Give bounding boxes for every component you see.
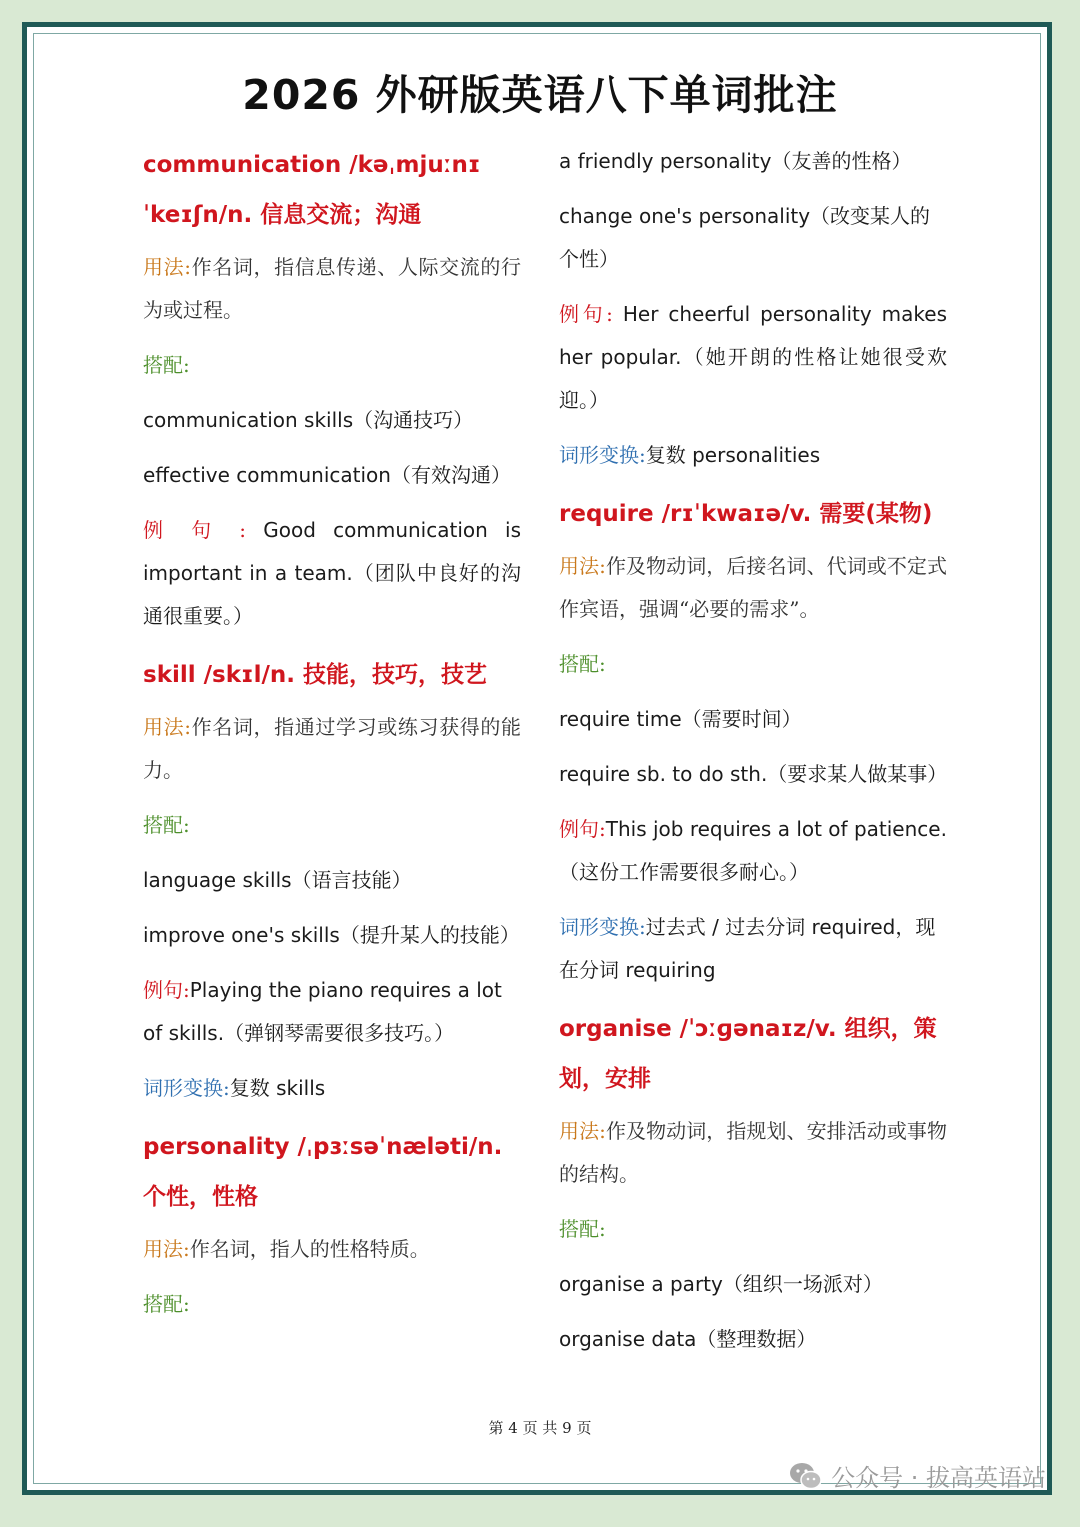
usage-text: 作及物动词，后接名词、代词或不定式作宾语，强调“必要的需求”。	[559, 554, 947, 621]
form-label: 词形变换:	[559, 915, 646, 939]
example-text: Good communication is important in a team.（团队中良好的沟通很重要。）	[143, 518, 522, 628]
usage-text: 作及物动词，指规划、安排活动或事物的结构。	[559, 1119, 947, 1186]
form-require	[559, 906, 947, 992]
example-label: 例句:	[143, 978, 190, 1002]
collocation-label: 搭配:	[143, 353, 190, 377]
collocation-label: 搭配:	[559, 652, 606, 676]
collocation-item: require sb. to do sth.（要求某人做某事）	[559, 762, 948, 786]
entry-head-personality: personality /ˌpɜːsəˈnæləti/n. 个性，性格	[143, 1134, 503, 1210]
example-communication	[143, 509, 521, 638]
form-text: 过去式 / 过去分词 required，现在分词 requiring	[559, 915, 936, 982]
collocation-item: require time（需要时间）	[559, 707, 802, 731]
collocation-item: organise data（整理数据）	[559, 1327, 817, 1351]
example-text: Playing the piano requires a lot of skills.（弹钢琴需要很多技巧。）	[143, 978, 502, 1045]
right-column	[559, 140, 947, 1361]
watermark-text: 公众号 · 拔高英语站	[831, 1464, 1046, 1492]
example-skill	[143, 969, 521, 1055]
form-text: 复数 personalities	[645, 443, 821, 467]
usage-communication	[143, 246, 521, 332]
form-skill	[143, 1067, 521, 1110]
usage-organise	[559, 1110, 947, 1196]
example-label: 例 句 :	[143, 518, 246, 542]
usage-text: 作名词，指通过学习或练习获得的能力。	[143, 715, 521, 782]
usage-require	[559, 545, 947, 631]
collocation-label: 搭配:	[143, 1292, 190, 1316]
usage-skill	[143, 706, 521, 792]
entry-head-skill: skill /skɪl/n. 技能，技巧，技艺	[143, 662, 487, 688]
usage-label: 用法:	[559, 1119, 606, 1143]
usage-label: 用法:	[143, 1237, 190, 1261]
form-label: 词形变换:	[143, 1076, 230, 1100]
usage-text: 作名词，指人的性格特质。	[189, 1237, 430, 1261]
example-personality	[559, 293, 947, 422]
usage-label: 用法:	[143, 715, 191, 739]
entry-head-communication: communication /kəˌmjuːnɪˈkeɪʃn/n. 信息交流；沟通	[143, 152, 481, 228]
usage-personality	[143, 1228, 521, 1271]
usage-label: 用法:	[143, 255, 191, 279]
entry-head-organise: organise /ˈɔːɡənaɪz/v. 组织，策划，安排	[559, 1016, 937, 1092]
collocation-label: 搭配:	[143, 813, 190, 837]
collocation-label: 搭配:	[559, 1217, 606, 1241]
entry-head-require: require /rɪˈkwaɪə/v. 需要(某物)	[559, 501, 933, 527]
form-personality	[559, 434, 947, 477]
example-label: 例句:	[559, 302, 613, 326]
usage-label: 用法:	[559, 554, 606, 578]
collocation-item: effective communication（有效沟通）	[143, 463, 511, 487]
usage-text: 作名词，指信息传递、人际交流的行为或过程。	[143, 255, 521, 322]
collocation-item: organise a party（组织一场派对）	[559, 1272, 883, 1296]
page-title: 2026 外研版英语八下单词批注	[242, 71, 838, 119]
collocation-item: change one's personality（改变某人的个性）	[559, 204, 931, 271]
collocation-item: a friendly personality（友善的性格）	[559, 149, 912, 173]
collocation-item: improve one's skills（提升某人的技能）	[143, 923, 520, 947]
example-text: This job requires a lot of patience.（这份工作需要很多耐心。）	[559, 817, 947, 884]
example-text: Her cheerful personality makes her popular.（她开朗的性格让她很受欢迎。）	[559, 302, 947, 412]
collocation-item: language skills（语言技能）	[143, 868, 412, 892]
left-column	[143, 140, 521, 1326]
page-number: 第 4 页 共 9 页	[488, 1419, 592, 1437]
wechat-icon	[789, 1461, 823, 1491]
collocation-item: communication skills（沟通技巧）	[143, 408, 474, 432]
form-text: 复数 skills	[229, 1076, 326, 1100]
form-label: 词形变换:	[559, 443, 646, 467]
example-require	[559, 808, 947, 894]
example-label: 例句:	[559, 817, 606, 841]
watermark	[789, 1458, 1046, 1493]
